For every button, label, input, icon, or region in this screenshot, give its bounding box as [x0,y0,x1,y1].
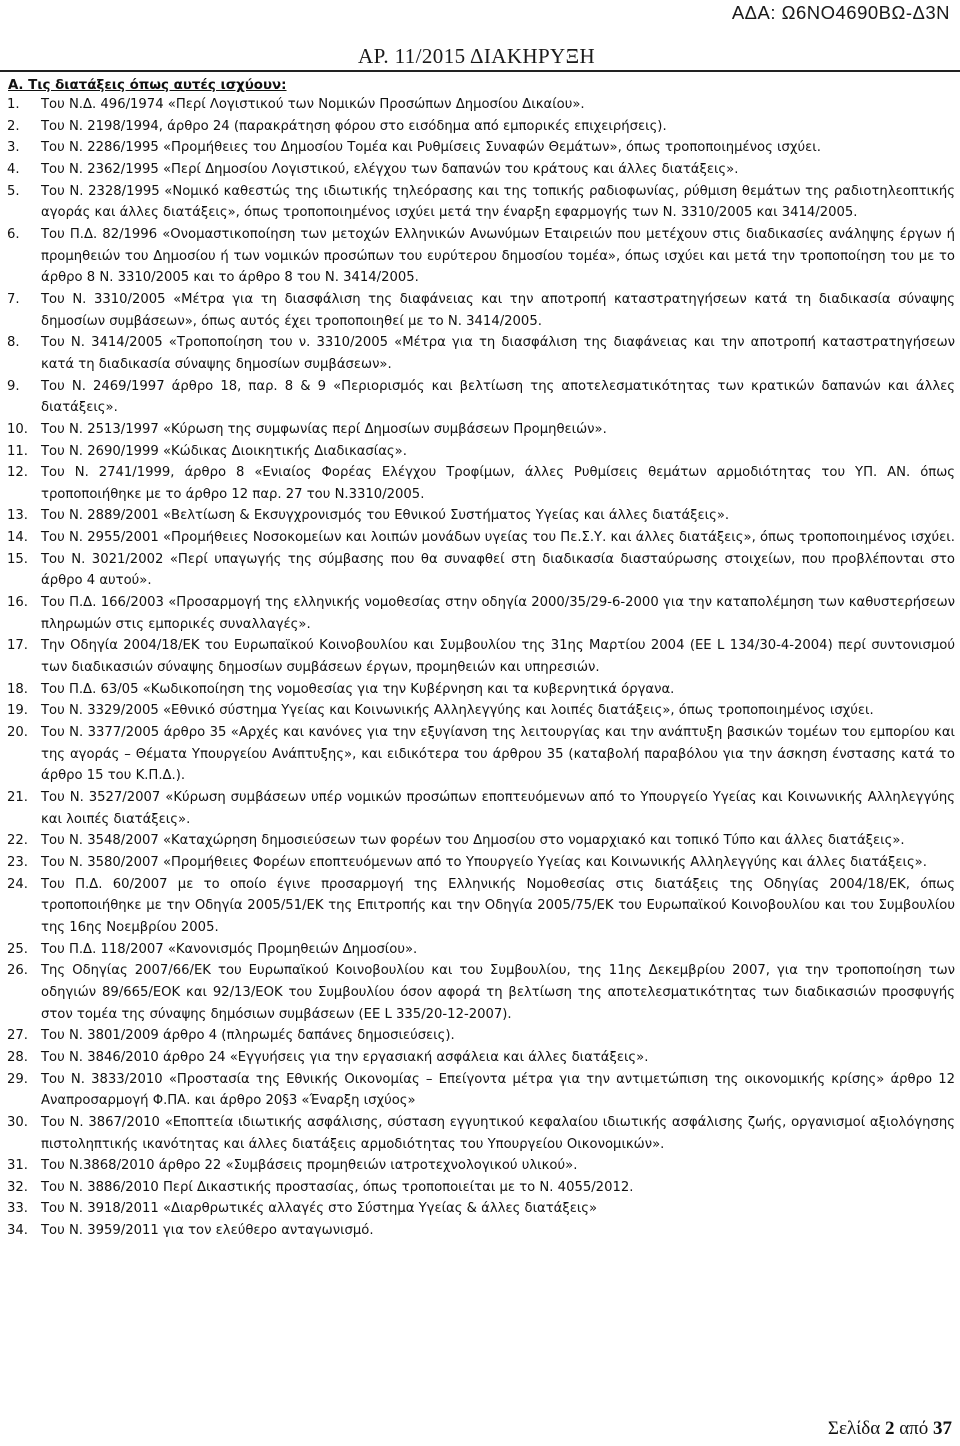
list-item-text: Του Ν. 3580/2007 «Προμήθειες Φορέων εποπτευόμενων από το Υπουργείο Υγείας και Κοινωνικής Αλληλεγγύης και άλλες διατάξεις». [41,854,927,870]
list-item-number: 32. [7,1179,28,1195]
list-item-number: 23. [7,854,28,870]
list-item-number: 3. [7,140,20,156]
list-item-number: 7. [7,291,20,307]
list-item [7,462,955,505]
list-item [7,1025,955,1047]
list-item-number: 2. [7,118,20,134]
header-divider [0,70,960,72]
list-item-number: 6. [7,226,20,242]
legislation-list [7,94,955,1242]
list-item-text: Του Ν. 2955/2001 «Προμήθειες Νοσοκομείων και λοιπών μονάδων υγείας του Πε.Σ.Υ. και άλλες διατάξεις», όπως τροποποιημένος ισχύει. [41,530,955,546]
list-item-text: Του Ν. 3833/2010 «Προστασία της Εθνικής Οικονομίας – Επείγοντα μέτρα για την αντιμετώπιση της οικονομικής κρίσης» άρθρο 12 Αναπροσαρμογή Φ.ΠΑ. και άρθρο 20§3 «Έναρξη ισχύος» [41,1071,955,1109]
list-item-number: 29. [7,1071,28,1087]
list-item [7,224,955,289]
list-item [7,787,955,830]
list-item [7,441,955,463]
document-number: ΑΡ. 11/2015 ΔΙΑΚΗΡΥΞΗ [358,44,596,68]
list-item-number: 11. [7,443,28,459]
list-item-number: 28. [7,1049,28,1065]
list-item-number: 1. [7,97,20,112]
section-heading: Α. Τις διατάξεις όπως αυτές ισχύουν: [8,78,287,93]
list-item-text: Του Ν. 3801/2009 άρθρο 4 (πληρωμές δαπάνες δημοσιεύσεις). [41,1028,455,1044]
list-item-text: Του Ν. 3548/2007 «Καταχώρηση δημοσιεύσεων των φορέων του Δημοσίου στο νομαρχιακό και τοπικό Τύπο και άλλες διατάξεις». [41,833,905,849]
list-item [7,1069,955,1112]
list-item-text: Του Ν. 3414/2005 «Τροποποίηση του ν. 3310/2005 «Μέτρα για τη διασφάλιση της διαφάνειας και την αποτροπή καταστρατηγήσεων κατά τη διαδικασία σύναψης δημοσίων συμβάσεων». [41,335,955,372]
page-footer [828,1418,952,1440]
list-item-text: Του Ν.Δ. 496/1974 «Περί Λογιστικού των Νομικών Προσώπων Δημοσίου Δικαίου». [41,97,585,112]
list-item-text: Του Π.Δ. 118/2007 «Κανονισμός Προμηθειών Δημοσίου». [41,941,418,957]
list-item-number: 27. [7,1028,28,1044]
list-item-text: Του Π.Δ. 166/2003 «Προσαρμογή της ελληνικής νομοθεσίας στην οδηγία 2000/35/29-6-2000 για την καταπολέμηση των καθυστερήσεων πληρωμών στις εμπορικές συναλλαγές». [41,595,955,632]
list-item-number: 22. [7,833,28,849]
page-total: 37 [933,1418,952,1439]
list-item [7,181,955,224]
list-item [7,94,955,116]
list-item-text: Του Ν. 3918/2011 «Διαρθρωτικές αλλαγές στο Σύστημα Υγείας & άλλες διατάξεις» [41,1201,598,1217]
page-number: 2 [884,1418,895,1439]
list-item-text: Του Π.Δ. 82/1996 «Ονομαστικοποίηση των μετοχών Ελληνικών Ανωνύμων Εταιρειών που μετέχουν στις διαδικασίες ανάληψης έργων ή προμηθειών του Δημοσίου ή των νομικών προσώπων του ευρύτερου δημοσίου τομέα», όπως ισχύει και μετά την τροποποίηση του με το άρθρο 8 Ν. 3310/2005 και το άρθρο 8 του Ν. 3414/2005. [41,226,955,286]
list-item-number: 4. [7,161,20,177]
list-item [7,939,955,961]
list-item [7,1220,955,1242]
list-item-text: Του Ν. 3329/2005 «Εθνικό σύστημα Υγείας και Κοινωνικής Αλληλεγγύης και λοιπές διατάξεις», όπως τροποποιημένος ισχύει. [41,703,874,719]
list-item-number: 13. [7,508,28,524]
list-item-number: 24. [7,876,28,892]
list-item [7,549,955,592]
list-item-text: Του Ν. 2889/2001 «Βελτίωση & Εκσυγχρονισμός του Εθνικού Συστήματος Υγείας και άλλες διατάξεις». [41,508,730,524]
list-item-number: 34. [7,1223,28,1239]
list-item-text: Του Ν. 3310/2005 «Μέτρα για τη διασφάλιση της διαφάνειας και την αποτροπή καταστρατηγήσεων κατά τη διαδικασία σύναψης δημοσίων συμβάσεων», όπως αυτός έχει τροποποιηθεί με το Ν. 3414/2005. [41,291,955,329]
list-item [7,159,955,181]
list-item [7,700,955,722]
list-item-text: Του Ν. 2469/1997 άρθρο 18, παρ. 8 & 9 «Περιορισμός και βελτίωση της αποτελεσματικότητας των κρατικών δαπανών και άλλες διατάξεις». [41,378,955,416]
list-item [7,830,955,852]
list-item-number: 10. [7,421,28,437]
list-item-number: 20. [7,725,28,741]
list-item [7,419,955,441]
list-item [7,1047,955,1069]
list-item-text: Του Ν. 3021/2002 «Περί υπαγωγής της σύμβασης που θα συναφθεί στη διαδικασία διασταύρωσης στοιχείων, που προβλέπονται στο άρθρο 4 αυτού». [41,551,955,589]
list-item [7,1112,955,1155]
page-label: Σελίδα [827,1418,881,1439]
ada-code: ΑΔΑ: Ω6ΝΟ4690ΒΩ-Δ3Ν [731,2,950,23]
list-item-text: Του Ν. 2198/1994, άρθρο 24 (παρακράτηση φόρου στο εισόδημα από εμπορικές επιχειρήσεις). [41,118,667,134]
list-item-text: Του Ν. 2741/1999, άρθρο 8 «Ενιαίος Φορέας Ελέγχου Τροφίμων, άλλες Ρυθμίσεις θεμάτων αρμοδιότητας του ΥΠ. ΑΝ. όπως τροποποιήθηκε με το άρθρο 12 παρ. 27 του Ν.3310/2005. [41,465,955,502]
list-item [7,1177,955,1199]
list-item-number: 16. [7,595,28,611]
list-item-number: 12. [7,465,28,481]
list-item-text: Του Ν. 3959/2011 για τον ελεύθερο ανταγωνισμό. [41,1223,374,1239]
list-item-number: 30. [7,1114,28,1130]
list-item-text: Του Ν. 2328/1995 «Νομικό καθεστώς της ιδιωτικής τηλεόρασης και της τοπικής ραδιοφωνίας, ρύθμιση θεμάτων της ραδιοτηλεοπτικής αγοράς και άλλες διατάξεις», όπως τροποποιημένος ισχύει μετά την έναρξη εφαρμογής των Ν. 3310/2005 και 3414/2005. [41,183,955,221]
list-item-text: Του Π.Δ. 63/05 «Κωδικοποίηση της νομοθεσίας για την Κυβέρνηση και τα κυβερνητικά όργανα. [41,681,675,697]
list-item [7,852,955,874]
list-item [7,722,955,787]
list-item-number: 26. [7,963,28,979]
list-item [7,289,955,332]
list-item-number: 19. [7,703,28,719]
list-item-number: 18. [7,681,28,697]
list-item [7,1198,955,1220]
list-item-text: Του Ν. 3867/2010 «Εποπτεία ιδιωτικής ασφάλισης, σύσταση εγγυητικού κεφαλαίου ιδιωτικής ασφάλισης ζωής, οργανισμοί αξιολόγησης πιστοληπτικής ικανότητας και άλλες διατάξεις αρμοδιότητας του Υπουργείου Οικονομικών». [41,1114,955,1152]
list-item-number: 14. [7,530,28,546]
list-item-text: Του Ν. 2690/1999 «Κώδικας Διοικητικής Διαδικασίας». [41,443,407,459]
page-of-label: από [899,1418,929,1439]
list-item [7,332,955,375]
list-item-text: Του Ν.3868/2010 άρθρο 22 «Συμβάσεις προμηθειών ιατροτεχνολογικού υλικού». [41,1158,578,1174]
list-item-number: 17. [7,638,28,654]
list-item [7,376,955,419]
list-item-number: 31. [7,1158,28,1174]
list-item [7,1155,955,1177]
list-item-number: 33. [7,1201,28,1217]
list-item-number: 5. [7,183,20,199]
list-item-text: Του Π.Δ. 60/2007 με το οποίο έγινε προσαρμογή της Ελληνικής Νομοθεσίας στις διατάξεις της Οδηγίας 2004/18/ΕΚ, όπως τροποποιήθηκε με την Οδηγία 2005/51/ΕΚ της Επιτροπής και την Οδηγία 2005/75/ΕΚ του Ευρωπαϊκού Κοινοβουλίου και του Συμβουλίου της 16ης Νοεμβρίου 2005. [41,876,955,935]
list-item-text: Του Ν. 2362/1995 «Περί Δημοσίου Λογιστικού, ελέγχου των δαπανών του κράτους και άλλες διατάξεις». [41,161,739,177]
list-item [7,592,955,635]
list-item-text: Του Ν. 3846/2010 άρθρο 24 «Εγγυήσεις για την εργασιακή ασφάλεια και άλλες διατάξεις». [41,1049,649,1065]
list-item-text: Την Οδηγία 2004/18/ΕΚ του Ευρωπαϊκού Κοινοβουλίου και Συμβουλίου της 31ης Μαρτίου 2004 (ΕΕ L 134/30-4-2004) περί συντονισμού των διαδικασιών σύναψης δημοσίων συμβάσεων έργων, προμηθειών και υπηρεσιών. [41,638,955,676]
list-item-text: Του Ν. 3527/2007 «Κύρωση συμβάσεων υπέρ νομικών προσώπων εποπτευόμενων από το Υπουργείο Υγείας και Κοινωνικής Αλληλεγγύης και λοιπές διατάξεις». [41,790,955,827]
list-item [7,116,955,138]
list-item-text: Του Ν. 2286/1995 «Προμήθειες του Δημοσίου Τομέα και Ρυθμίσεις Συναφών Θεμάτων», όπως τροποποιημένος ισχύει. [41,140,821,156]
list-item [7,874,955,939]
list-item-number: 25. [7,941,28,957]
list-item-text: Της Οδηγίας 2007/66/ΕΚ του Ευρωπαϊκού Κοινοβουλίου και του Συμβουλίου, της 11ης Δεκεμβρίου 2007, για την τροποποίηση των οδηγιών 89/665/ΕΟΚ και 92/13/ΕΟΚ του Συμβουλίου όσον αφορά τη βελτίωση της αποτελεσματικότητας των διαδικασιών προσφυγής στον τομέα της σύναψης δημόσιων συμβάσεων (ΕΕ L 335/20-12-2007). [41,963,955,1022]
list-item-text: Του Ν. 2513/1997 «Κύρωση της συμφωνίας περί Δημοσίων συμβάσεων Προμηθειών». [41,421,607,437]
list-item-number: 9. [7,378,20,394]
list-item-number: 15. [7,551,28,567]
list-item-text: Του Ν. 3377/2005 άρθρο 35 «Αρχές και κανόνες για την εξυγίανση της λειτουργίας και την ανάπτυξη βασικών τομέων του εμπορίου και της αγοράς – Θέματα Υπουργείου Ανάπτυξης», και ειδικότερα του άρθρου 35 (καταβολή παραβόλου για την άσκηση ένστασης κατά το άρθρο 15 του Κ.Π.Δ.). [41,725,955,784]
list-item [7,960,955,1025]
list-item [7,635,955,678]
list-item-text: Του Ν. 3886/2010 Περί Δικαστικής προστασίας, όπως τροποποιείται με το Ν. 4055/2012. [41,1179,634,1195]
list-item [7,137,955,159]
list-item [7,679,955,701]
list-item [7,505,955,527]
list-item-number: 21. [7,790,28,805]
list-item [7,527,955,549]
list-item-number: 8. [7,335,20,351]
